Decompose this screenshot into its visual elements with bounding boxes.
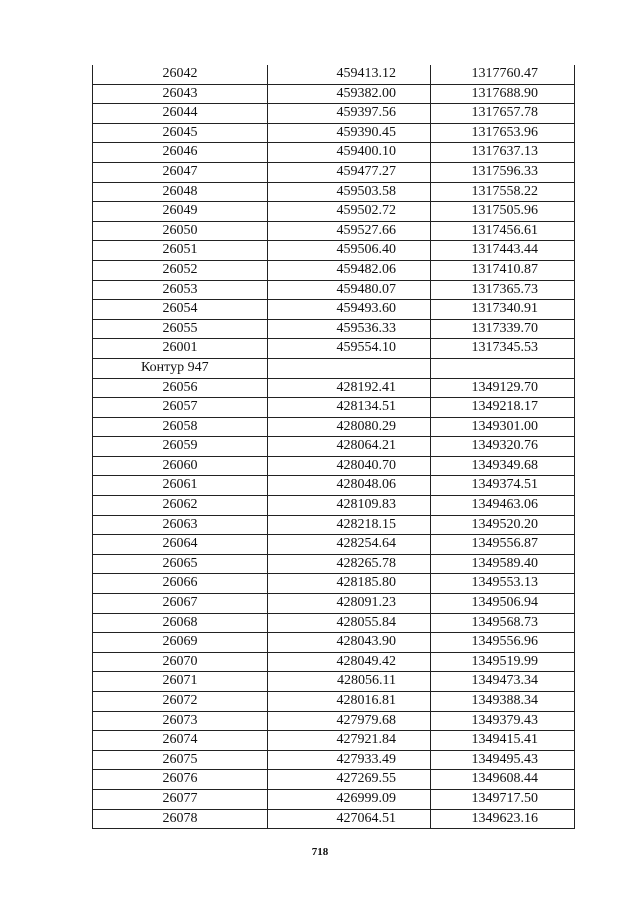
x-coordinate-cell: 428055.84 [268, 613, 431, 633]
point-number-cell: 26063 [93, 515, 268, 535]
point-number-cell: 26052 [93, 260, 268, 280]
x-coordinate-cell: 428048.06 [268, 476, 431, 496]
table-row [93, 378, 575, 398]
point-number-cell: 26043 [93, 84, 268, 104]
table-row [93, 476, 575, 496]
point-number-cell: 26074 [93, 731, 268, 751]
point-number-cell: 26056 [93, 378, 268, 398]
x-coordinate-cell: 428091.23 [268, 594, 431, 614]
table-row [93, 456, 575, 476]
section-row [93, 358, 575, 378]
point-number-cell: 26076 [93, 770, 268, 790]
x-coordinate-cell: 428192.41 [268, 378, 431, 398]
y-coordinate-cell: 1317505.96 [431, 202, 575, 222]
x-coordinate-cell: 428265.78 [268, 554, 431, 574]
point-number-cell: 26045 [93, 123, 268, 143]
y-coordinate-cell: 1349473.34 [431, 672, 575, 692]
point-number-cell: 26072 [93, 692, 268, 712]
table-row [93, 496, 575, 516]
point-number-cell: 26064 [93, 535, 268, 555]
table-row [93, 162, 575, 182]
y-coordinate-cell: 1349506.94 [431, 594, 575, 614]
table-row [93, 280, 575, 300]
x-coordinate-cell: 459536.33 [268, 319, 431, 339]
table-row [93, 692, 575, 712]
x-coordinate-cell: 459527.66 [268, 221, 431, 241]
point-number-cell: 26065 [93, 554, 268, 574]
x-coordinate-cell: 459382.00 [268, 84, 431, 104]
table-row [93, 574, 575, 594]
table-row [93, 417, 575, 437]
table-row [93, 339, 575, 359]
x-coordinate-cell: 459503.58 [268, 182, 431, 202]
y-coordinate-cell: 1349520.20 [431, 515, 575, 535]
point-number-cell: 26057 [93, 398, 268, 418]
point-number-cell: 26062 [93, 496, 268, 516]
x-coordinate-cell: 428043.90 [268, 633, 431, 653]
table-row [93, 221, 575, 241]
x-coordinate-cell: 428254.64 [268, 535, 431, 555]
point-number-cell: 26051 [93, 241, 268, 261]
table-row [93, 319, 575, 339]
x-coordinate-cell: 459554.10 [268, 339, 431, 359]
x-coordinate-cell: 428218.15 [268, 515, 431, 535]
table-row [93, 437, 575, 457]
y-coordinate-cell: 1317558.22 [431, 182, 575, 202]
y-coordinate-cell: 1317596.33 [431, 162, 575, 182]
point-number-cell: 26053 [93, 280, 268, 300]
table-row [93, 84, 575, 104]
y-coordinate-cell: 1317345.53 [431, 339, 575, 359]
table-row [93, 809, 575, 829]
point-number-cell: 26058 [93, 417, 268, 437]
y-coordinate-cell: 1317339.70 [431, 319, 575, 339]
point-number-cell: 26061 [93, 476, 268, 496]
table-row [93, 652, 575, 672]
y-coordinate-cell: 1349388.34 [431, 692, 575, 712]
point-number-cell: 26048 [93, 182, 268, 202]
point-number-cell: 26044 [93, 104, 268, 124]
x-coordinate-cell: 427933.49 [268, 750, 431, 770]
x-coordinate-cell: 427064.51 [268, 809, 431, 829]
y-coordinate-cell: 1349463.06 [431, 496, 575, 516]
table-row [93, 711, 575, 731]
y-coordinate-cell: 1349623.16 [431, 809, 575, 829]
x-coordinate-cell: 427921.84 [268, 731, 431, 751]
x-coordinate-cell: 428049.42 [268, 652, 431, 672]
x-coordinate-cell: 428134.51 [268, 398, 431, 418]
point-number-cell: 26069 [93, 633, 268, 653]
point-number-cell: 26001 [93, 339, 268, 359]
x-coordinate-cell: 459506.40 [268, 241, 431, 261]
y-coordinate-cell: 1349556.87 [431, 535, 575, 555]
y-coordinate-cell: 1349218.17 [431, 398, 575, 418]
x-coordinate-cell: 428080.29 [268, 417, 431, 437]
table-row [93, 65, 575, 84]
y-coordinate-cell: 1317456.61 [431, 221, 575, 241]
y-coordinate-cell: 1349553.13 [431, 574, 575, 594]
table-row [93, 241, 575, 261]
table-row [93, 672, 575, 692]
y-coordinate-cell: 1349519.99 [431, 652, 575, 672]
y-coordinate-cell: 1317340.91 [431, 300, 575, 320]
table-row [93, 554, 575, 574]
point-number-cell: 26077 [93, 789, 268, 809]
table-row [93, 633, 575, 653]
y-coordinate-cell: 1349374.51 [431, 476, 575, 496]
point-number-cell: 26068 [93, 613, 268, 633]
point-number-cell: 26071 [93, 672, 268, 692]
table-row [93, 613, 575, 633]
empty-cell [268, 358, 431, 378]
coordinates-table [92, 65, 575, 829]
table-row [93, 398, 575, 418]
x-coordinate-cell: 459400.10 [268, 143, 431, 163]
x-coordinate-cell: 459477.27 [268, 162, 431, 182]
x-coordinate-cell: 428109.83 [268, 496, 431, 516]
x-coordinate-cell: 427269.55 [268, 770, 431, 790]
y-coordinate-cell: 1349495.43 [431, 750, 575, 770]
point-number-cell: 26067 [93, 594, 268, 614]
point-number-cell: 26054 [93, 300, 268, 320]
table-row [93, 750, 575, 770]
table-row [93, 515, 575, 535]
y-coordinate-cell: 1317637.13 [431, 143, 575, 163]
x-coordinate-cell: 427979.68 [268, 711, 431, 731]
point-number-cell: 26046 [93, 143, 268, 163]
point-number-cell: 26050 [93, 221, 268, 241]
x-coordinate-cell: 428016.81 [268, 692, 431, 712]
table-row [93, 789, 575, 809]
x-coordinate-cell: 459390.45 [268, 123, 431, 143]
y-coordinate-cell: 1349717.50 [431, 789, 575, 809]
point-number-cell: 26070 [93, 652, 268, 672]
x-coordinate-cell: 459480.07 [268, 280, 431, 300]
point-number-cell: 26055 [93, 319, 268, 339]
y-coordinate-cell: 1317410.87 [431, 260, 575, 280]
y-coordinate-cell: 1317653.96 [431, 123, 575, 143]
table-row [93, 731, 575, 751]
y-coordinate-cell: 1349301.00 [431, 417, 575, 437]
x-coordinate-cell: 459397.56 [268, 104, 431, 124]
table-row [93, 535, 575, 555]
y-coordinate-cell: 1317688.90 [431, 84, 575, 104]
coordinates-table-body [93, 65, 575, 829]
section-label: Контур 947 [93, 358, 268, 378]
point-number-cell: 26059 [93, 437, 268, 457]
x-coordinate-cell: 459482.06 [268, 260, 431, 280]
point-number-cell: 26075 [93, 750, 268, 770]
y-coordinate-cell: 1349379.43 [431, 711, 575, 731]
x-coordinate-cell: 428185.80 [268, 574, 431, 594]
table-row [93, 104, 575, 124]
y-coordinate-cell: 1349608.44 [431, 770, 575, 790]
empty-cell [431, 358, 575, 378]
table-row [93, 182, 575, 202]
point-number-cell: 26060 [93, 456, 268, 476]
y-coordinate-cell: 1317760.47 [431, 65, 575, 84]
x-coordinate-cell: 459502.72 [268, 202, 431, 222]
x-coordinate-cell: 428040.70 [268, 456, 431, 476]
page-number: 718 [311, 846, 329, 858]
point-number-cell: 26073 [93, 711, 268, 731]
table-row [93, 143, 575, 163]
table-row [93, 202, 575, 222]
x-coordinate-cell: 428064.21 [268, 437, 431, 457]
y-coordinate-cell: 1349320.76 [431, 437, 575, 457]
x-coordinate-cell: 428056.11 [268, 672, 431, 692]
table-row [93, 300, 575, 320]
point-number-cell: 26049 [93, 202, 268, 222]
point-number-cell: 26078 [93, 809, 268, 829]
point-number-cell: 26042 [93, 65, 268, 84]
point-number-cell: 26066 [93, 574, 268, 594]
table-row [93, 594, 575, 614]
x-coordinate-cell: 459413.12 [268, 65, 431, 84]
x-coordinate-cell: 426999.09 [268, 789, 431, 809]
y-coordinate-cell: 1317657.78 [431, 104, 575, 124]
table-row [93, 260, 575, 280]
y-coordinate-cell: 1349589.40 [431, 554, 575, 574]
x-coordinate-cell: 459493.60 [268, 300, 431, 320]
y-coordinate-cell: 1317365.73 [431, 280, 575, 300]
y-coordinate-cell: 1349129.70 [431, 378, 575, 398]
table-row [93, 770, 575, 790]
y-coordinate-cell: 1349415.41 [431, 731, 575, 751]
y-coordinate-cell: 1349349.68 [431, 456, 575, 476]
table-row [93, 123, 575, 143]
point-number-cell: 26047 [93, 162, 268, 182]
y-coordinate-cell: 1349568.73 [431, 613, 575, 633]
y-coordinate-cell: 1317443.44 [431, 241, 575, 261]
y-coordinate-cell: 1349556.96 [431, 633, 575, 653]
